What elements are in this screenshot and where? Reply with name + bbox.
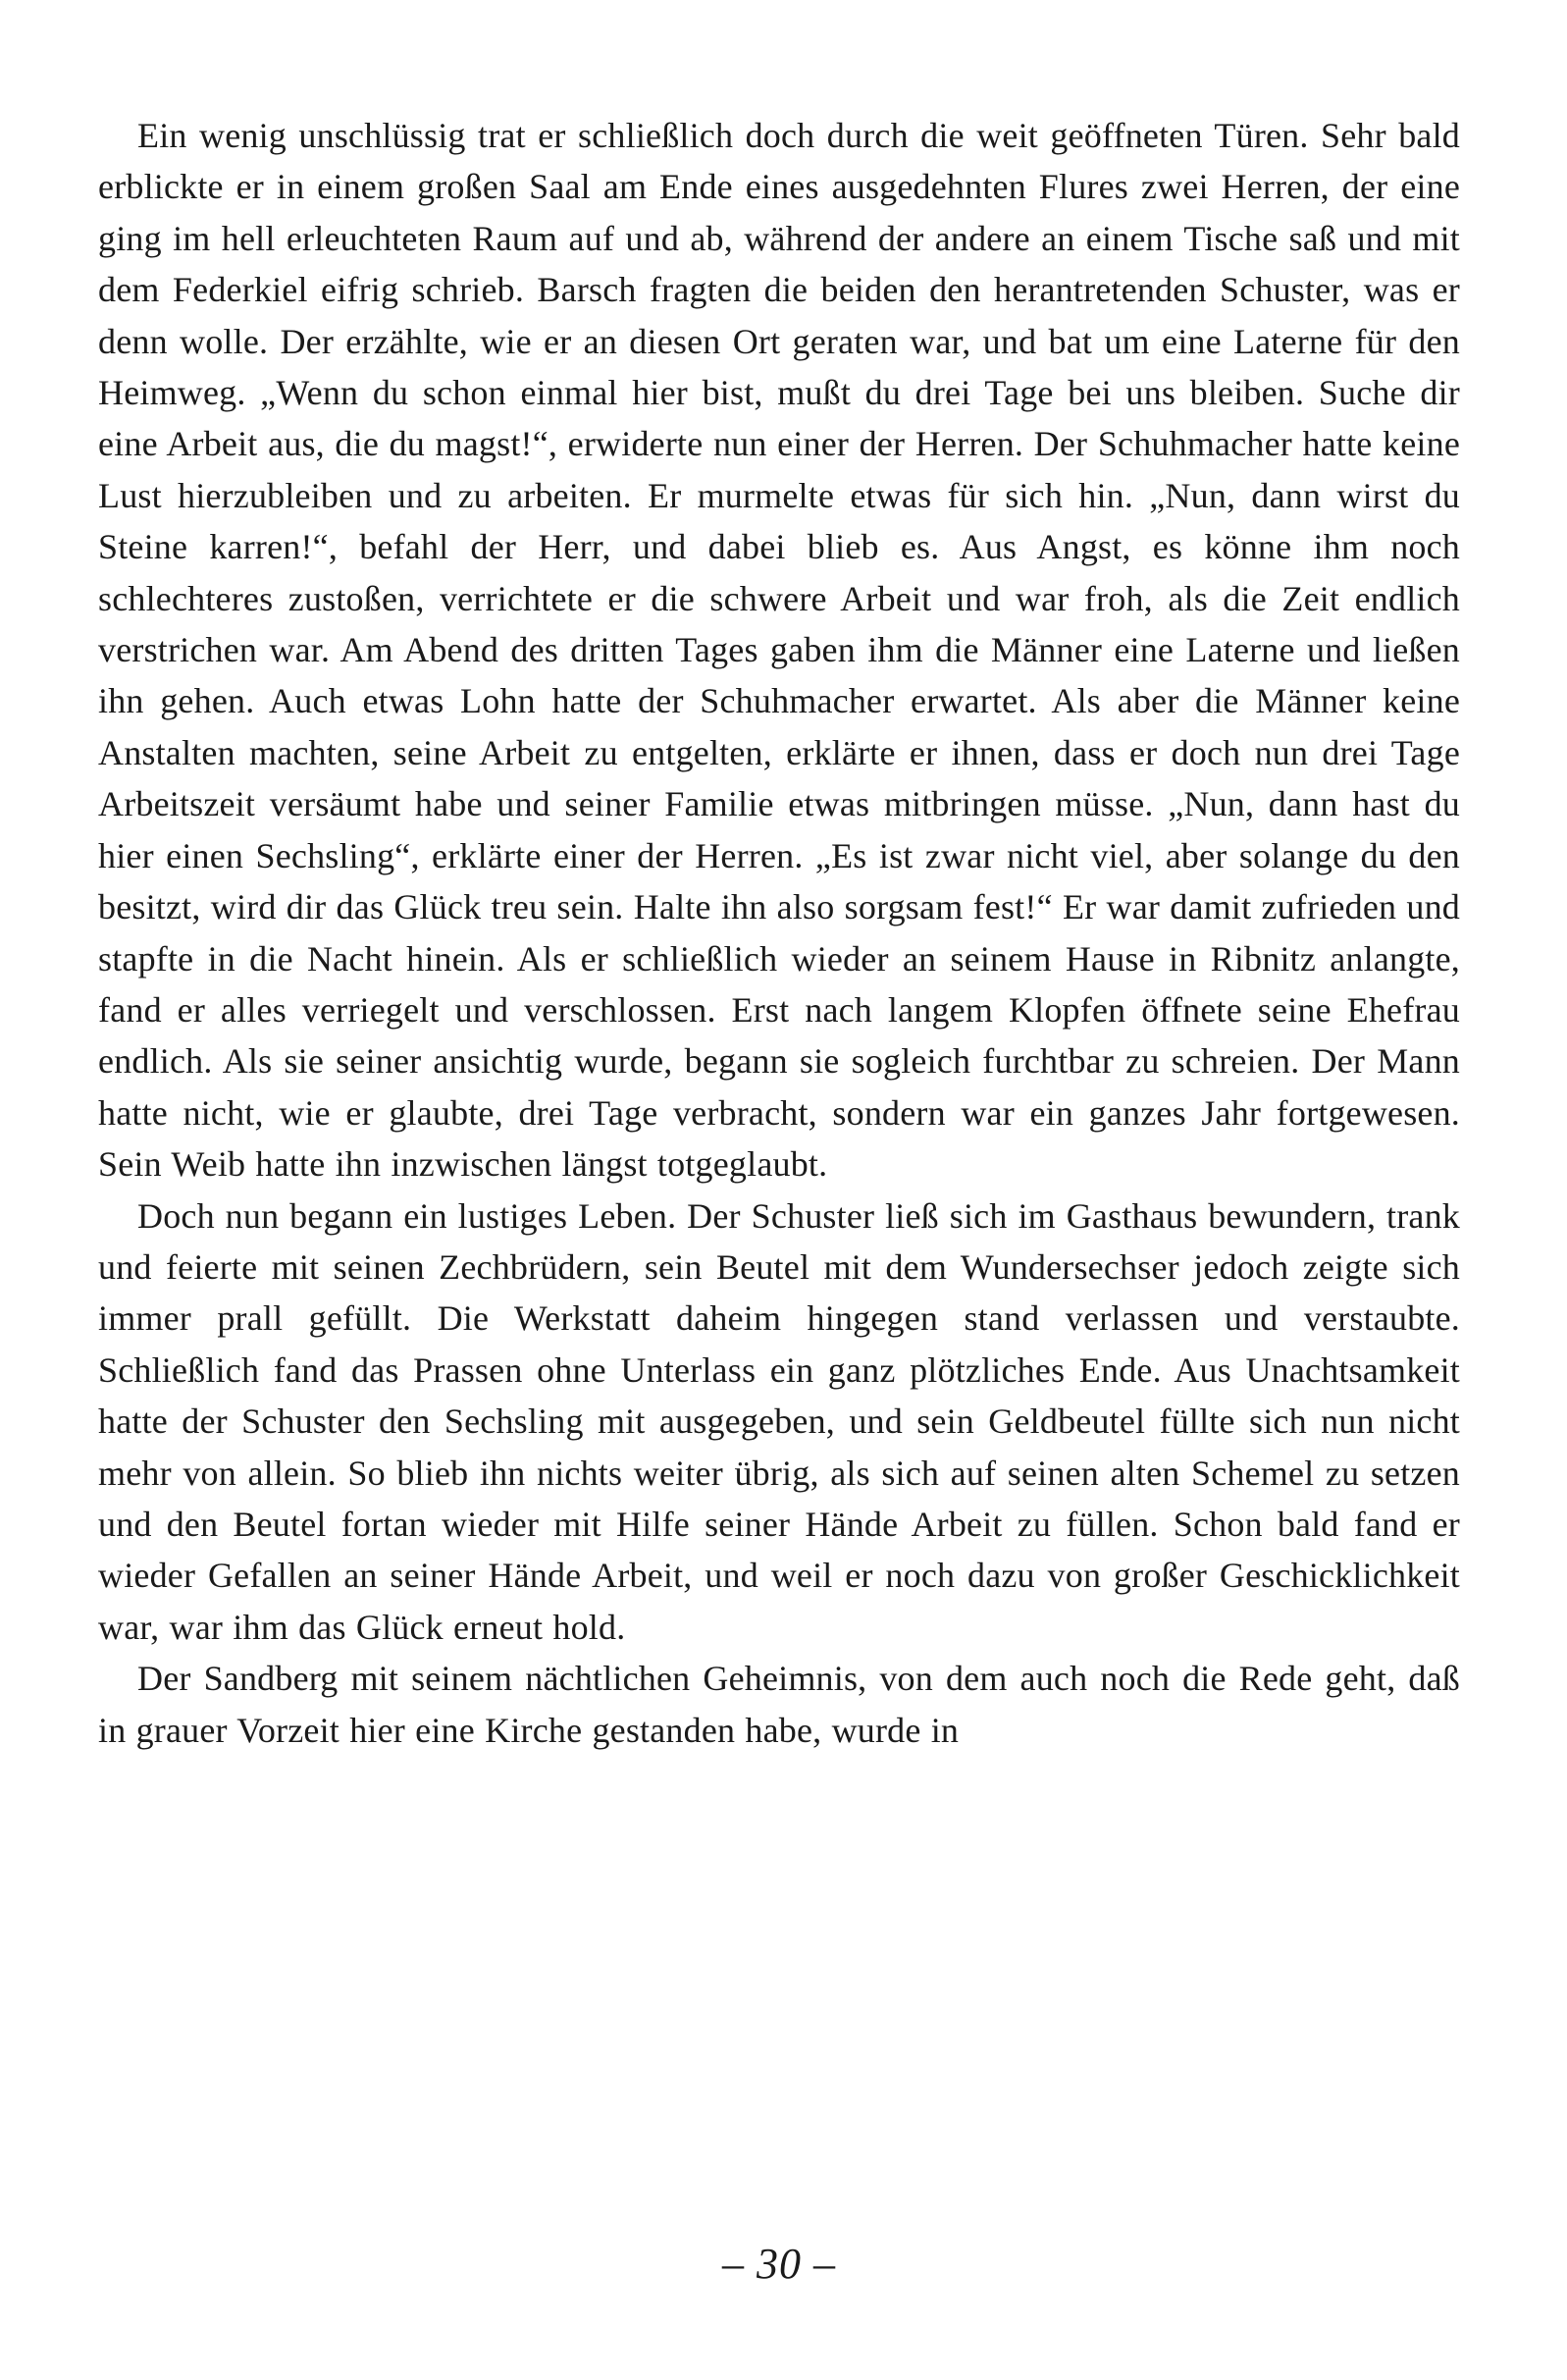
page-number: – 30 – <box>722 2240 836 2288</box>
book-page <box>98 110 1460 2367</box>
paragraph-1: Ein wenig unschlüssig trat er schließlich doch durch die weit geöffneten Türen. Sehr bald erblickte er in einem großen Saal am Ende eines ausgedehnten Flures zwei Herren, der eine ging im hell erleuchteten Raum auf und ab, während der andere an einem Tische saß und mit dem Federkiel eifrig schrieb. Barsch fragten die beiden den herantretenden Schuster, was er denn wolle. Der erzählte, wie er an diesen Ort geraten war, und bat um eine Laterne für den Heimweg. „Wenn du schon einmal hier bist, mußt du drei Tage bei uns bleiben. Suche dir eine Arbeit aus, die du magst!“, erwiderte nun einer der Herren. Der Schuhmacher hatte keine Lust hierzubleiben und zu arbeiten. Er murmelte etwas für sich hin. „Nun, dann wirst du Steine karren!“, befahl der Herr, und dabei blieb es. Aus Angst, es könne ihm noch schlechteres zustoßen, verrichtete er die schwere Arbeit und war froh, als die Zeit endlich verstrichen war. Am Abend des dritten Tages gaben ihm die Männer eine Laterne und ließen ihn gehen. Auch etwas Lohn hatte der Schuhmacher erwartet. Als aber die Männer keine Anstalten machten, seine Arbeit zu entgelten, erklärte er ihnen, dass er doch nun drei Tage Arbeitszeit versäumt habe und seiner Familie etwas mitbringen müsse. „Nun, dann hast du hier einen Sechsling“, erklärte einer der Herren. „Es ist zwar nicht viel, aber solange du den besitzt, wird dir das Glück treu sein. Halte ihn also sorgsam fest!“ Er war damit zufrieden und stapfte in die Nacht hinein. Als er schließlich wieder an seinem Hause in Ribnitz anlangte, fand er alles verriegelt und verschlossen. Erst nach langem Klopfen öffnete seine Ehefrau endlich. Als sie seiner ansichtig wurde, begann sie sogleich furchtbar zu schreien. Der Mann hatte nicht, wie er glaubte, drei Tage verbracht, sondern war ein ganzes Jahr fortgewesen. Sein Weib hatte ihn inzwischen längst totgeglaubt. <box>98 116 1460 1185</box>
paragraph-2: Doch nun begann ein lustiges Leben. Der Schuster ließ sich im Gasthaus bewundern, trank und feierte mit seinen Zechbrüdern, sein Beutel mit dem Wundersechser jedoch zeigte sich immer prall gefüllt. Die Werkstatt daheim hingegen stand verlassen und verstaubte. Schließlich fand das Prassen ohne Unterlass ein ganz plötzliches Ende. Aus Unachtsamkeit hatte der Schuster den Sechsling mit ausgegeben, und sein Geldbeutel füllte sich nun nicht mehr von allein. So blieb ihn nichts weiter übrig, als sich auf seinen alten Schemel zu setzen und den Beutel fortan wieder mit Hilfe seiner Hände Arbeit zu füllen. Schon bald fand er wieder Gefallen an seiner Hände Arbeit, und weil er noch dazu von großer Geschicklichkeit war, war ihm das Glück erneut hold. <box>98 1195 1460 1647</box>
paragraph-3: Der Sandberg mit seinem nächtlichen Geheimnis, von dem auch noch die Rede geht, daß in grauer Vorzeit hier eine Kirche gestanden habe, wurde in <box>98 1659 1460 1750</box>
